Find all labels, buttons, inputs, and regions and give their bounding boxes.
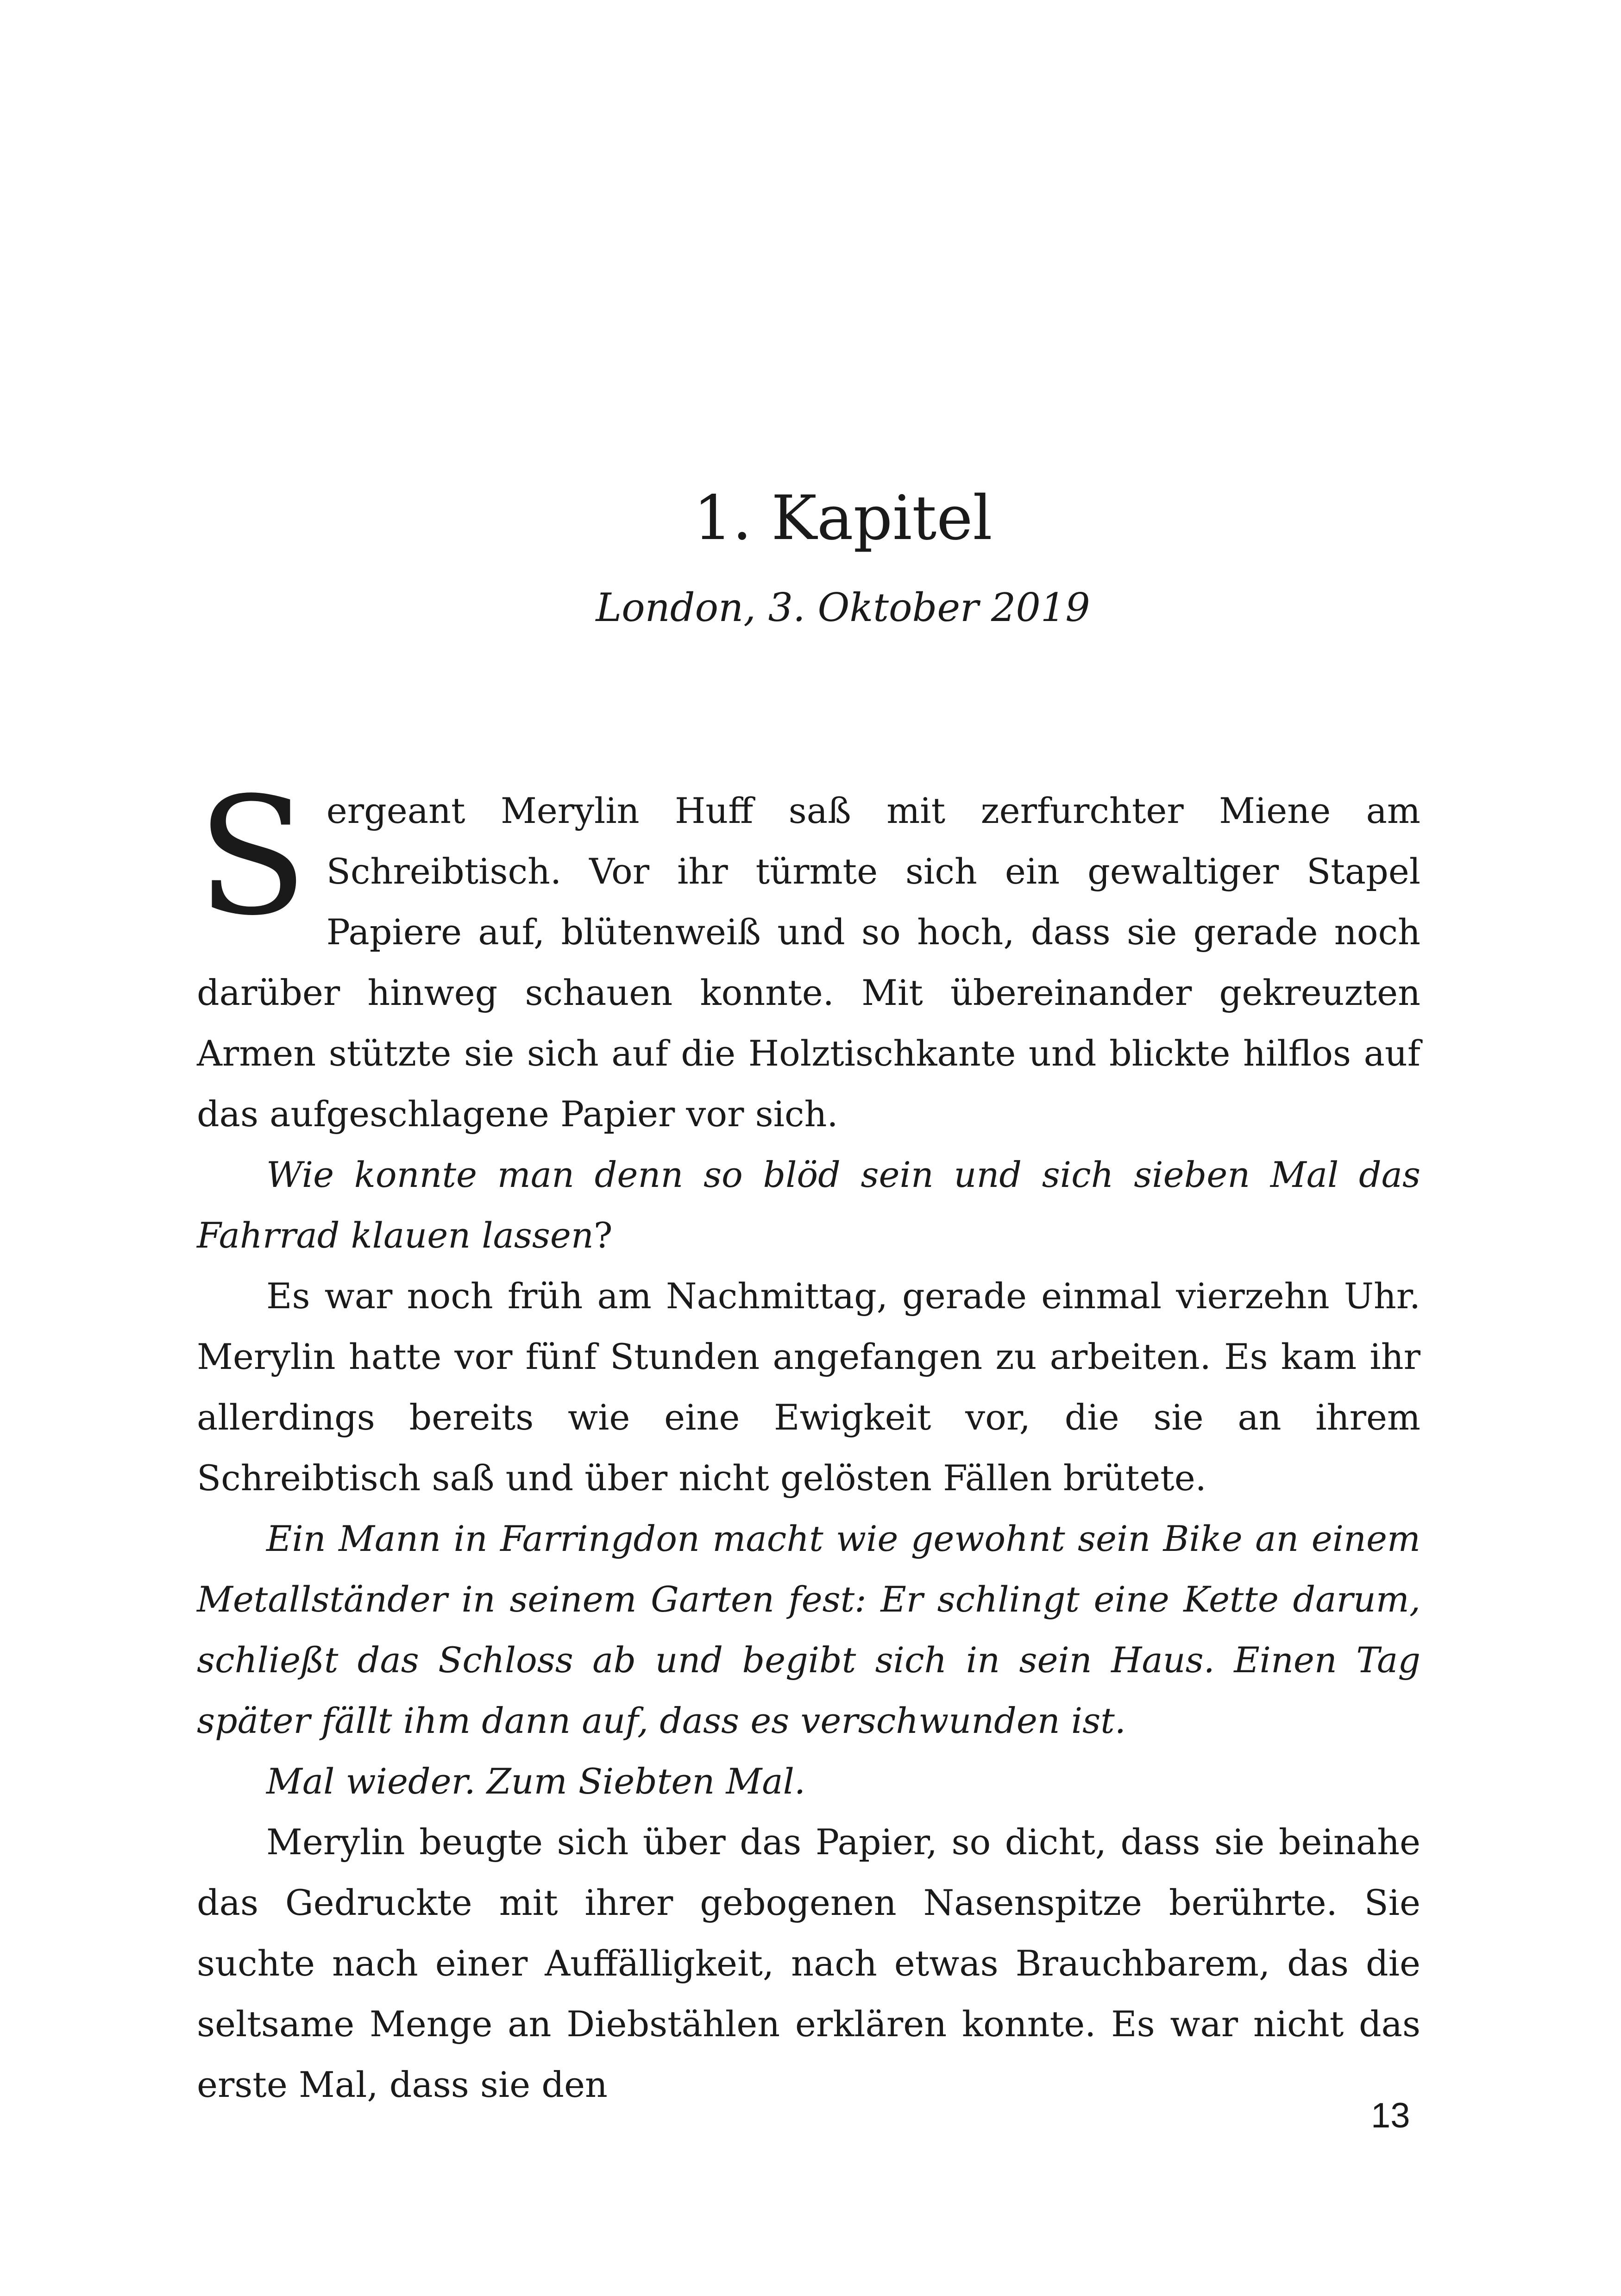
paragraph-1 xyxy=(197,762,1420,1144)
body-text xyxy=(197,762,1420,2115)
drop-cap: S xyxy=(197,762,308,951)
paragraph-2 xyxy=(197,1144,1420,1266)
chapter-subtitle: London, 3. Oktober 2019 xyxy=(596,585,1090,630)
paragraph-4: Ein Mann in Farringdon macht wie gewohnt sein Bike an einem Metallständer in seinem Garten fest: Er schlingt eine Kette darum, schließt das Schloss ab und begibt sich in sein Haus. Einen Tag später fällt ihm dann auf, dass es verschwunden ist. xyxy=(197,1518,1420,1741)
paragraph-6: Merylin beugte sich über das Papier, so dicht, dass sie beinahe das Gedruckte mit ihrer gebogenen Nasenspitze berührte. Sie suchte nach einer Auffälligkeit, nach etwas Brauchbarem, das die seltsame Menge an Diebstählen erklären konnte. Es war nicht das erste Mal, dass sie den xyxy=(197,1821,1420,2105)
paragraph-3: Es war noch früh am Nachmittag, gerade einmal vierzehn Uhr. Merylin hatte vor fünf Stunden angefangen zu arbeiten. Es kam ihr allerdings bereits wie eine Ewigkeit vor, die sie an ihrem Schreibtisch saß und über nicht gelösten Fällen brütete. xyxy=(197,1275,1420,1499)
paragraph-1-text: ergeant Merylin Huff saß mit zerfurchter Miene am Schreibtisch. Vor ihr türmte sich ein gewaltiger Stapel Papiere auf, blütenweiß und so hoch, dass sie gerade noch darüber hinweg schauen konnte. Mit übereinander gekreuzten Armen stützte sie sich auf die Holztischkante und blickte hilflos auf das aufgeschlagene Papier vor sich. xyxy=(197,790,1420,1135)
chapter-title: 1. Kapitel xyxy=(693,483,993,554)
paragraph-2-tail: ? xyxy=(593,1215,613,1256)
paragraph-5: Mal wieder. Zum Siebten Mal. xyxy=(266,1761,806,1802)
paragraph-2-thought: Wie konnte man denn so blöd sein und sich sieben Mal das Fahrrad klauen lassen xyxy=(197,1154,1420,1256)
page-number: 13 xyxy=(1371,2096,1410,2135)
